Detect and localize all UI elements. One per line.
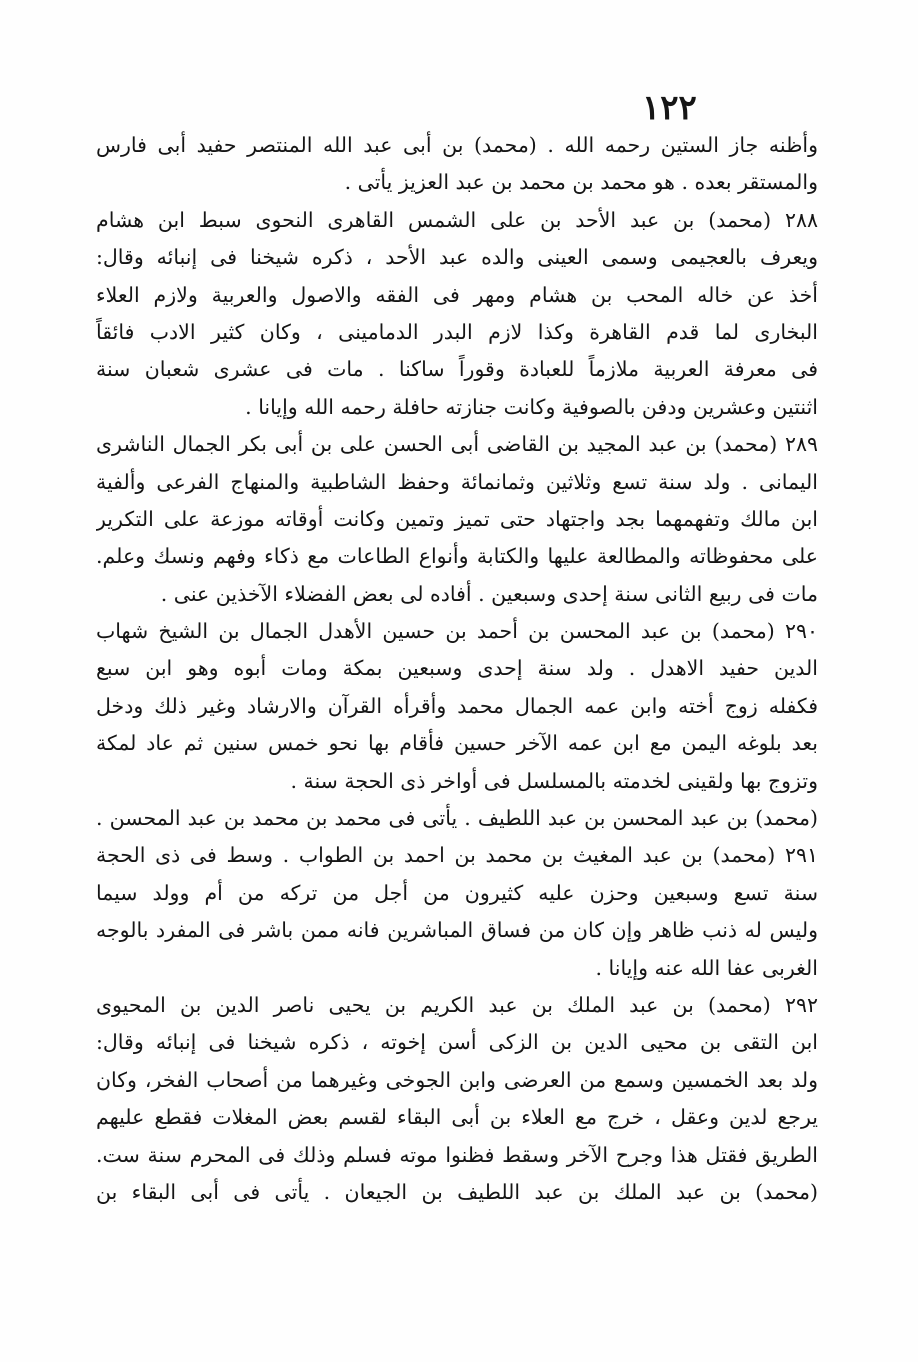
text-line: ولد بعد الخمسين وسمع من العرضى وابن الجوخى وغيرهما من أصحاب الفخر، وكان (96, 1067, 818, 1092)
text-line: الطريق فقتل هذا وجرح الآخر وسقط فظنوا موته فسلم وذلك فى المحرم سنة ست. (96, 1142, 818, 1167)
text-line: ابن التقى بن محيى الدين بن الزكى أسن إخوته ، ذكره شيخنا فى إنبائه وقال: (96, 1030, 818, 1055)
text-line: على محفوظاته والمطالعة عليها والكتابة وأنواع الطاعات مع ذكاء وفهم ونسك وعلم. (96, 544, 818, 569)
text-line: الدين حفيد الاهدل . ولد سنة إحدى وسبعين بمكة ومات أبوه وهو ابن سبع (96, 656, 818, 681)
text-line: مات فى ربيع الثانى سنة إحدى وسبعين . أفاده لى بعض الفضلاء الآخذين عنى . (160, 581, 818, 606)
text-line: اثنتين وعشرين ودفن بالصوفية وكانت جنازته حافلة رحمه الله وإيانا . (245, 394, 818, 419)
text-line: أخذ عن خاله المحب بن هشام ومهر فى الفقه والاصول والعربية ولازم العلاء (96, 282, 818, 307)
text-line: بعد بلوغه اليمن مع ابن عمه الآخر حسين فأقام بها نحو خمس سنين ثم عاد لمكة (96, 731, 818, 756)
text-line: ويعرف بالعجيمى وسمى العينى والده عبد الأحد ، ذكره شيخنا فى إنبائه وقال: (96, 245, 818, 270)
text-line: وليس له ذنب ظاهر وإن كان من فساق المباشرين فانه ممن باشر فى المفرد بالوجه (96, 918, 818, 943)
entry-292-line: ٢٩٢ (محمد) بن عبد الملك بن عبد الكريم بن يحيى ناصر الدين بن المحيوى (96, 992, 818, 1017)
entry-288-line: ٢٨٨ (محمد) بن عبد الأحد بن على الشمس القاهرى النحوى سبط ابن هشام (96, 207, 818, 232)
text-line: يرجع لدين وعقل ، خرج مع العلاء بن أبى البقاء لقسم بعض المغلات فقطع عليهم (96, 1105, 818, 1130)
text-line: والمستقر بعده . هو محمد بن محمد بن عبد العزيز يأتى . (344, 170, 818, 195)
text-line: ابن مالك وتفهمهما بجد واجتهاد حتى تميز وتمين وكانت أوقاته موزعة على التكرير (96, 506, 818, 531)
text-line: فى معرفة العربية ملازماً للعبادة وقوراً ساكنا . مات فى عشرى شعبان سنة (96, 357, 818, 382)
entry-289-line: ٢٨٩ (محمد) بن عبد المجيد بن القاضى أبى الحسن على بن أبى بكر الجمال الناشرى (96, 432, 818, 457)
text-line: وتزوج بها ولقينى لخدمته بالمسلسل فى أواخر ذى الحجة سنة . (290, 768, 818, 793)
entry-290-line: ٢٩٠ (محمد) بن عبد المحسن بن أحمد بن حسين الأهدل الجمال بن الشيخ شهاب (96, 619, 818, 644)
text-line: وأظنه جاز الستين رحمه الله . (محمد) بن أبى عبد الله المنتصر حفيد أبى فارس (96, 133, 818, 157)
text-line: اليمانى . ولد سنة تسع وثلاثين وثمانمائة وحفظ الشاطبية والمنهاج الفرعى وألفية (96, 469, 818, 494)
text-line: (محمد) بن عبد المحسن بن عبد اللطيف . يأتى فى محمد بن محمد بن عبد المحسن . (96, 806, 818, 831)
text-line: (محمد) بن عبد الملك بن عبد اللطيف بن الجيعان . يأتى فى أبى البقاء بن (96, 1179, 818, 1204)
text-line: الغربى عفا الله عنه وإيانا . (595, 955, 818, 980)
entry-291-line: ٢٩١ (محمد) بن عبد المغيث بن محمد بن احمد بن الطواب . وسط فى ذى الحجة (96, 843, 818, 868)
page-number: ١٢٢ (642, 88, 697, 128)
body-text (96, 127, 818, 1211)
text-line: سنة تسع وسبعين وحزن عليه كثيرون من أجل من تركه من أم وولد سيما (96, 880, 818, 905)
text-line: فكفله زوج أخته وابن عمه الجمال محمد وأقرأه القرآن والارشاد وغير ذلك ودخل (96, 693, 818, 718)
text-line: البخارى لما قدم القاهرة وكذا لازم البدر الدمامينى ، وكان كثير الادب فائقاً (96, 319, 818, 344)
